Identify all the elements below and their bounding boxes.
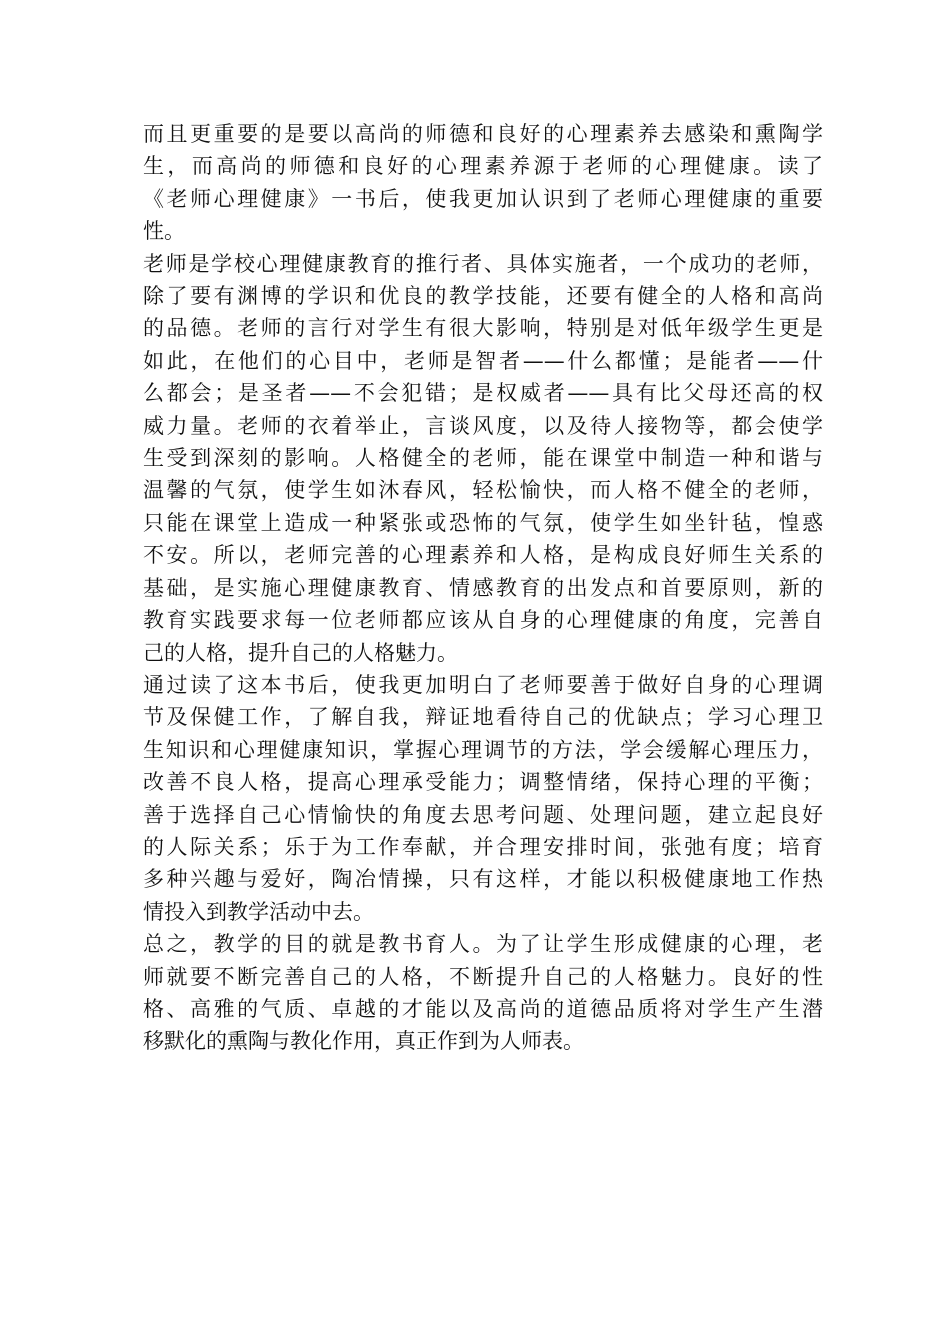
- text-line: 如此，在他们的心目中，老师是智者——什么都懂；是能者——什: [143, 348, 823, 373]
- text-line: 师就要不断完善自己的人格，不断提升自己的人格魅力。良好的性: [143, 964, 823, 989]
- text-line: 改善不良人格，提高心理承受能力；调整情绪，保持心理的平衡；: [143, 770, 823, 795]
- text-line: 移默化的熏陶与教化作用，真正作到为人师表。: [143, 1029, 584, 1054]
- text-line: 老师是学校心理健康教育的推行者、具体实施者，一个成功的老师，: [143, 251, 823, 276]
- document-body: [143, 118, 823, 1058]
- paragraph: [143, 669, 823, 928]
- paragraph: [143, 118, 823, 248]
- text-line: 而且更重要的是要以高尚的师德和良好的心理素养去感染和熏陶学: [143, 122, 823, 146]
- text-line: 《老师心理健康》一书后，使我更加认识到了老师心理健康的重要: [143, 186, 823, 211]
- text-line: 通过读了这本书后，使我更加明白了老师要善于做好自身的心理调: [143, 672, 823, 697]
- text-line: 的人际关系；乐于为工作奉献，并合理安排时间，张弛有度；培育: [143, 834, 823, 859]
- text-line: 教育实践要求每一位老师都应该从自身的心理健康的角度，完善自: [143, 608, 823, 633]
- text-line: 生受到深刻的影响。人格健全的老师，能在课堂中制造一种和谐与: [143, 446, 823, 471]
- text-line: 善于选择自己心情愉快的角度去思考问题、处理问题，建立起良好: [143, 802, 823, 827]
- text-line: 生知识和心理健康知识，掌握心理调节的方法，学会缓解心理压力，: [143, 737, 823, 762]
- paragraph: [143, 248, 823, 669]
- text-line: 性。: [143, 219, 185, 244]
- text-line: 么都会；是圣者——不会犯错；是权威者——具有比父母还高的权: [143, 381, 823, 406]
- paragraph: [143, 928, 823, 1058]
- text-line: 己的人格，提升自己的人格魅力。: [143, 640, 458, 665]
- text-line: 基础，是实施心理健康教育、情感教育的出发点和首要原则，新的: [143, 575, 823, 600]
- text-line: 格、高雅的气质、卓越的才能以及高尚的道德品质将对学生产生潜: [143, 996, 823, 1021]
- text-line: 除了要有渊博的学识和优良的教学技能，还要有健全的人格和高尚: [143, 284, 823, 309]
- text-line: 生，而高尚的师德和良好的心理素养源于老师的心理健康。读了: [143, 154, 823, 179]
- text-line: 情投入到教学活动中去。: [143, 899, 374, 924]
- text-line: 的品德。老师的言行对学生有很大影响，特别是对低年级学生更是: [143, 316, 823, 341]
- text-line: 总之，教学的目的就是教书育人。为了让学生形成健康的心理，老: [143, 932, 823, 957]
- text-line: 多种兴趣与爱好，陶冶情操，只有这样，才能以积极健康地工作热: [143, 867, 823, 892]
- text-line: 威力量。老师的衣着举止，言谈风度，以及待人接物等，都会使学: [143, 413, 823, 438]
- text-line: 节及保健工作，了解自我，辩证地看待自己的优缺点；学习心理卫: [143, 705, 823, 730]
- text-line: 只能在课堂上造成一种紧张或恐怖的气氛，使学生如坐针毡，惶惑: [143, 510, 823, 535]
- text-line: 不安。所以，老师完善的心理素养和人格，是构成良好师生关系的: [143, 543, 823, 568]
- text-line: 温馨的气氛，使学生如沐春风，轻松愉快，而人格不健全的老师，: [143, 478, 823, 503]
